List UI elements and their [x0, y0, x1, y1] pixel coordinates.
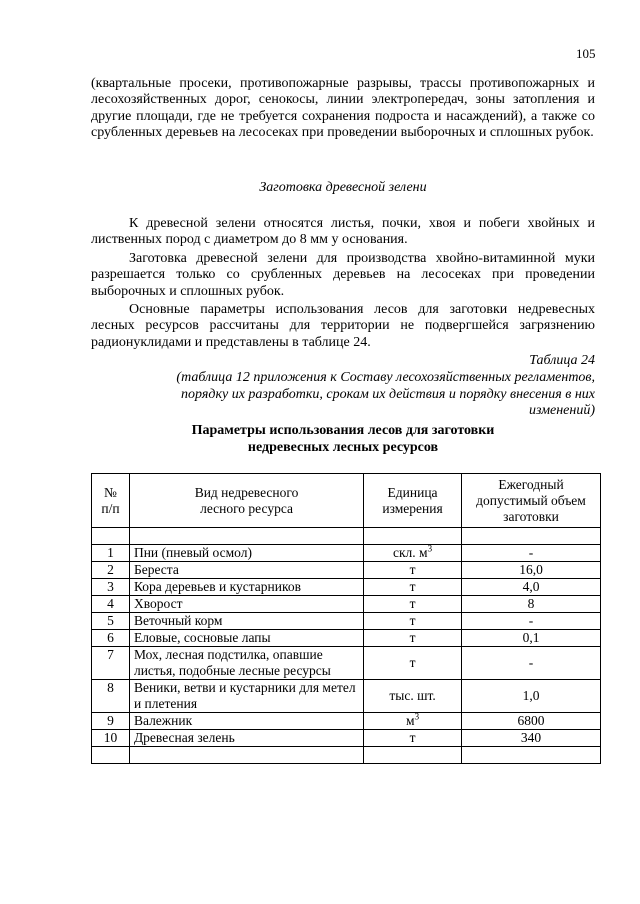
row-unit: [364, 545, 462, 562]
paragraph-harvest-rules: Заготовка древесной зелени для производства хвойно-витаминной муки разрешается только со срубленных деревьев на лесосеках при проведении выборочных и сплошных рубок.: [91, 251, 595, 299]
page-number: 105: [576, 46, 596, 61]
table-row: [92, 545, 601, 562]
row-unit-text: т: [409, 630, 416, 645]
row-kind: Веточный корм: [129, 613, 363, 630]
table-row: [92, 596, 601, 613]
paragraph-definition: К древесной зелени относятся листья, почки, хвоя и побеги хвойных и лиственных пород с диаметром до 8 мм у основания.: [91, 216, 595, 248]
intro-paragraph: (квартальные просеки, противопожарные разрывы, трассы противопожарных и лесохозяйственных дорог, сенокосы, линии электропередач, зоны затопления и другие площади, где не требуется сохранения подроста и насаждений), а также со срубленных деревьев на лесосеках при проведении выборочных и сплошных рубок.: [91, 76, 595, 141]
row-num: 1: [92, 545, 130, 562]
header-num: № п/п: [92, 474, 130, 528]
row-unit: [364, 562, 462, 579]
paragraph-parameters: Основные параметры использования лесов для заготовки недревесных лесных ресурсов рассчитаны для территории не подвергшейся загрязнению радионуклидами и представлены в таблице 24.: [91, 302, 595, 350]
row-unit-text: т: [409, 562, 416, 577]
row-num: 9: [92, 713, 130, 730]
row-unit-text: скл. м: [393, 545, 428, 560]
table-header-row: [92, 474, 601, 528]
row-num: 3: [92, 579, 130, 596]
row-kind: Хворост: [129, 596, 363, 613]
table-row: [92, 579, 601, 596]
row-unit: [364, 647, 462, 680]
row-unit: [364, 596, 462, 613]
row-num: 10: [92, 730, 130, 747]
row-unit-superscript: 3: [427, 543, 433, 554]
row-volume: 0,1: [462, 630, 601, 647]
section-heading: Заготовка древесной зелени: [259, 180, 427, 195]
table-row: [92, 680, 601, 713]
row-kind: Мох, лесная подстилка, опавшие листья, подобные лесные ресурсы: [129, 647, 363, 680]
table-empty-row: [92, 747, 601, 764]
row-unit: [364, 730, 462, 747]
row-num: 4: [92, 596, 130, 613]
row-unit: [364, 613, 462, 630]
header-unit: Единица измерения: [364, 474, 462, 528]
table-row: [92, 630, 601, 647]
row-kind: Древесная зелень: [129, 730, 363, 747]
row-num: 6: [92, 630, 130, 647]
row-volume: 6800: [462, 713, 601, 730]
row-volume: 4,0: [462, 579, 601, 596]
row-kind: Еловые, сосновые лапы: [129, 630, 363, 647]
row-volume: 8: [462, 596, 601, 613]
row-volume: 340: [462, 730, 601, 747]
row-unit-text: т: [409, 613, 416, 628]
row-volume: 1,0: [462, 680, 601, 713]
table-row: [92, 562, 601, 579]
table-title: [91, 422, 595, 456]
row-volume: -: [462, 647, 601, 680]
header-kind: Вид недревесного лесного ресурса: [129, 474, 363, 528]
row-unit: [364, 680, 462, 713]
row-num: 2: [92, 562, 130, 579]
table-row: [92, 613, 601, 630]
row-kind: Кора деревьев и кустарников: [129, 579, 363, 596]
table-row: [92, 647, 601, 680]
table-note: (таблица 12 приложения к Составу лесохозяйственных регламентов, порядку их разработки, срокам их действия и порядку внесения в них изменений): [176, 370, 595, 418]
table-row: [92, 713, 601, 730]
row-volume: -: [462, 545, 601, 562]
row-num: 5: [92, 613, 130, 630]
table-spacer-row: [92, 528, 601, 545]
row-unit-text: тыс. шт.: [389, 688, 436, 703]
row-unit-text: т: [409, 596, 416, 611]
header-volume: Ежегодный допустимый объем заготовки: [462, 474, 601, 528]
row-unit-text: м: [406, 713, 415, 728]
row-num: 7: [92, 647, 130, 680]
row-unit-text: т: [409, 579, 416, 594]
table-title-line-1: Параметры использования лесов для заготовки: [191, 423, 495, 438]
row-kind: Веники, ветви и кустарники для метел и плетения: [129, 680, 363, 713]
row-unit: [364, 713, 462, 730]
row-unit-text: т: [409, 730, 416, 745]
parameters-table: [91, 473, 601, 764]
row-kind: Береста: [129, 562, 363, 579]
row-unit: [364, 579, 462, 596]
row-volume: 16,0: [462, 562, 601, 579]
row-unit: [364, 630, 462, 647]
row-volume: -: [462, 613, 601, 630]
table-title-line-2: недревесных лесных ресурсов: [247, 440, 439, 455]
row-unit-superscript: 3: [414, 711, 420, 722]
row-num: 8: [92, 680, 130, 713]
table-row: [92, 730, 601, 747]
row-kind: Пни (пневый осмол): [129, 545, 363, 562]
row-kind: Валежник: [129, 713, 363, 730]
row-unit-text: т: [409, 655, 416, 670]
table-label: Таблица 24: [529, 353, 595, 368]
